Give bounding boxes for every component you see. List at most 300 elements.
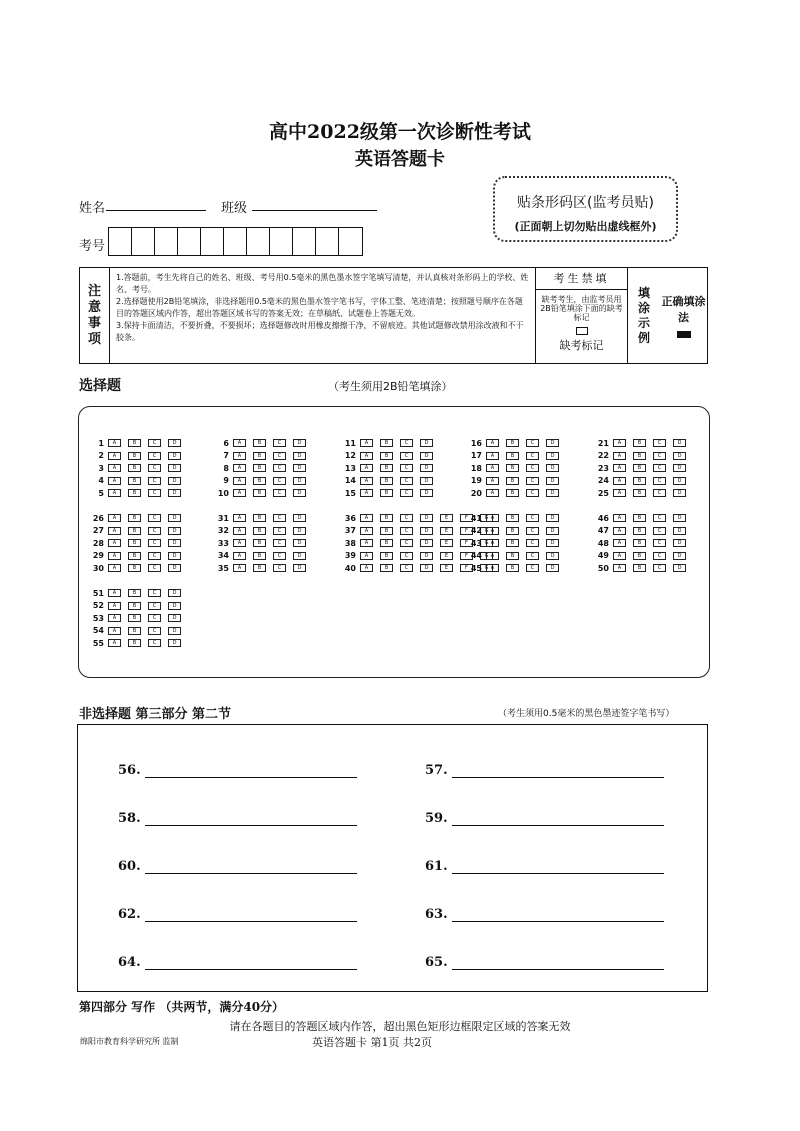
option-b[interactable]: B — [380, 489, 393, 497]
option-a[interactable]: A — [613, 489, 626, 497]
option-c[interactable]: C — [526, 514, 539, 522]
option-c[interactable]: C — [526, 552, 539, 560]
question-number: 28 — [92, 538, 104, 548]
question-32 — [211, 525, 313, 537]
question-number: 27 — [92, 526, 104, 536]
option-c[interactable]: C — [653, 539, 666, 547]
question-44 — [464, 550, 566, 562]
question-number: 55 — [92, 638, 104, 648]
option-b[interactable]: B — [380, 564, 393, 572]
question-1 — [86, 437, 188, 449]
option-a[interactable]: A — [360, 514, 373, 522]
question-number: 44 — [470, 551, 482, 561]
option-b[interactable]: B — [128, 452, 141, 460]
option-a[interactable]: A — [360, 552, 373, 560]
option-f[interactable]: F — [460, 514, 473, 522]
option-b[interactable]: B — [506, 539, 519, 547]
option-c[interactable]: C — [148, 614, 161, 622]
question-54 — [86, 625, 188, 637]
question-number: 8 — [223, 463, 229, 473]
option-a[interactable]: A — [360, 527, 373, 535]
option-c[interactable]: C — [653, 527, 666, 535]
option-b[interactable]: B — [380, 452, 393, 460]
option-g[interactable]: G — [480, 539, 493, 547]
option-g[interactable]: G — [480, 514, 493, 522]
option-a[interactable]: A — [108, 539, 121, 547]
option-d[interactable]: D — [673, 477, 686, 485]
option-e[interactable]: E — [440, 552, 453, 560]
option-b[interactable]: B — [633, 552, 646, 560]
question-53 — [86, 612, 188, 624]
option-a[interactable]: A — [486, 514, 499, 522]
option-c[interactable]: C — [526, 477, 539, 485]
option-d[interactable]: D — [168, 527, 181, 535]
option-b[interactable]: B — [506, 514, 519, 522]
option-d[interactable]: D — [168, 552, 181, 560]
option-b[interactable]: B — [380, 539, 393, 547]
option-d[interactable]: D — [673, 514, 686, 522]
barcode-area — [493, 176, 678, 242]
option-c[interactable]: C — [273, 452, 286, 460]
option-b[interactable]: B — [128, 602, 141, 610]
option-b[interactable]: B — [128, 564, 141, 572]
answer-61[interactable]: 61. — [425, 859, 664, 874]
option-a[interactable]: A — [613, 552, 626, 560]
question-9 — [211, 475, 313, 487]
option-b[interactable]: B — [253, 452, 266, 460]
question-number: 31 — [217, 513, 229, 523]
option-c[interactable]: C — [148, 477, 161, 485]
option-b[interactable]: B — [633, 527, 646, 535]
option-d[interactable]: D — [420, 527, 433, 535]
option-f[interactable]: F — [460, 527, 473, 535]
option-c[interactable]: C — [400, 489, 413, 497]
option-c[interactable]: C — [148, 552, 161, 560]
option-a[interactable]: A — [108, 552, 121, 560]
option-b[interactable]: B — [380, 514, 393, 522]
option-b[interactable]: B — [506, 477, 519, 485]
option-d[interactable]: D — [546, 552, 559, 560]
option-a[interactable]: A — [486, 477, 499, 485]
option-d[interactable]: D — [420, 452, 433, 460]
option-b[interactable]: B — [633, 477, 646, 485]
mc-note: （考生须用2B铅笔填涂） — [328, 380, 453, 393]
question-number: 7 — [223, 451, 229, 461]
option-a[interactable]: A — [613, 514, 626, 522]
option-d[interactable]: D — [420, 552, 433, 560]
barcode-hint: (正面朝上切勿贴出虚线框外) — [514, 220, 657, 233]
option-a[interactable]: A — [233, 564, 246, 572]
mc-title: 选择题 — [79, 378, 121, 394]
exam-no-label: 考号 — [79, 239, 106, 254]
absent-text: 缺考考生，由监考员用2B铅笔填涂下面的缺考标记 — [540, 295, 623, 322]
question-number: 12 — [344, 451, 356, 461]
option-d[interactable]: D — [168, 477, 181, 485]
option-c[interactable]: C — [148, 464, 161, 472]
option-d[interactable]: D — [168, 539, 181, 547]
option-a[interactable]: A — [486, 439, 499, 447]
option-d[interactable]: D — [546, 527, 559, 535]
option-b[interactable]: B — [633, 464, 646, 472]
option-b[interactable]: B — [253, 514, 266, 522]
option-d[interactable]: D — [420, 464, 433, 472]
option-e[interactable]: E — [440, 539, 453, 547]
option-a[interactable]: A — [613, 477, 626, 485]
option-b[interactable]: B — [253, 552, 266, 560]
option-d[interactable]: D — [420, 439, 433, 447]
option-a[interactable]: A — [108, 452, 121, 460]
option-b[interactable]: B — [506, 552, 519, 560]
question-number: 35 — [217, 563, 229, 573]
option-c[interactable]: C — [400, 564, 413, 572]
option-b[interactable]: B — [380, 439, 393, 447]
option-c[interactable]: C — [273, 564, 286, 572]
option-a[interactable]: A — [108, 489, 121, 497]
option-b[interactable]: B — [128, 539, 141, 547]
option-c[interactable]: C — [148, 439, 161, 447]
option-c[interactable]: C — [273, 527, 286, 535]
question-number: 25 — [597, 488, 609, 498]
option-d[interactable]: D — [546, 477, 559, 485]
option-c[interactable]: C — [526, 527, 539, 535]
option-c[interactable]: C — [400, 539, 413, 547]
option-a[interactable]: A — [108, 639, 121, 647]
question-10 — [211, 487, 313, 499]
option-c[interactable]: C — [400, 552, 413, 560]
option-c[interactable]: C — [653, 439, 666, 447]
question-number: 26 — [92, 513, 104, 523]
answer-65[interactable]: 65. — [425, 955, 664, 970]
option-d[interactable]: D — [546, 439, 559, 447]
option-c[interactable]: C — [148, 639, 161, 647]
option-b[interactable]: B — [253, 527, 266, 535]
option-b[interactable]: B — [253, 564, 266, 572]
page-number: 英语答题卡 第1页 共2页 — [312, 1036, 432, 1049]
option-a[interactable]: A — [233, 439, 246, 447]
option-a[interactable]: A — [613, 452, 626, 460]
option-b[interactable]: B — [128, 627, 141, 635]
option-f[interactable]: F — [460, 564, 473, 572]
option-a[interactable]: A — [360, 464, 373, 472]
option-a[interactable]: A — [613, 527, 626, 535]
option-b[interactable]: B — [128, 527, 141, 535]
option-g[interactable]: G — [480, 564, 493, 572]
option-d[interactable]: D — [168, 614, 181, 622]
option-d[interactable]: D — [168, 464, 181, 472]
option-e[interactable]: E — [440, 514, 453, 522]
option-b[interactable]: B — [506, 564, 519, 572]
option-d[interactable]: D — [673, 539, 686, 547]
option-c[interactable]: C — [400, 527, 413, 535]
option-c[interactable]: C — [148, 589, 161, 597]
option-b[interactable]: B — [128, 639, 141, 647]
option-b[interactable]: B — [128, 589, 141, 597]
option-c[interactable]: C — [273, 439, 286, 447]
option-d[interactable]: D — [293, 564, 306, 572]
question-48 — [591, 537, 693, 549]
exam-no-grid[interactable] — [108, 227, 363, 256]
option-d[interactable]: D — [168, 564, 181, 572]
option-c[interactable]: C — [273, 477, 286, 485]
option-d[interactable]: D — [673, 552, 686, 560]
option-d[interactable]: D — [293, 452, 306, 460]
question-14 — [338, 475, 440, 487]
option-b[interactable]: B — [506, 489, 519, 497]
question-number: 47 — [597, 526, 609, 536]
option-a[interactable]: A — [108, 602, 121, 610]
option-d[interactable]: D — [546, 452, 559, 460]
option-d[interactable]: D — [168, 452, 181, 460]
option-b[interactable]: B — [253, 439, 266, 447]
option-c[interactable]: C — [400, 514, 413, 522]
question-number: 51 — [92, 588, 104, 598]
answer-64[interactable]: 64. — [118, 955, 357, 970]
option-b[interactable]: B — [633, 539, 646, 547]
question-number: 11 — [344, 438, 356, 448]
option-b[interactable]: B — [253, 477, 266, 485]
option-b[interactable]: B — [633, 439, 646, 447]
option-a[interactable]: A — [360, 477, 373, 485]
question-number: 13 — [344, 463, 356, 473]
option-c[interactable]: C — [148, 602, 161, 610]
option-b[interactable]: B — [506, 464, 519, 472]
option-b[interactable]: B — [633, 489, 646, 497]
question-41 — [464, 512, 566, 524]
option-d[interactable]: D — [673, 489, 686, 497]
option-b[interactable]: B — [253, 464, 266, 472]
option-b[interactable]: B — [380, 464, 393, 472]
option-b[interactable]: B — [633, 514, 646, 522]
option-b[interactable]: B — [128, 489, 141, 497]
question-number: 1 — [98, 438, 104, 448]
option-b[interactable]: B — [506, 527, 519, 535]
option-b[interactable]: B — [380, 477, 393, 485]
option-a[interactable]: A — [233, 489, 246, 497]
option-d[interactable]: D — [673, 564, 686, 572]
option-d[interactable]: D — [420, 564, 433, 572]
question-52 — [86, 600, 188, 612]
question-8 — [211, 462, 313, 474]
option-a[interactable]: A — [486, 564, 499, 572]
option-d[interactable]: D — [420, 539, 433, 547]
option-b[interactable]: B — [128, 614, 141, 622]
option-a[interactable]: A — [108, 614, 121, 622]
option-d[interactable]: D — [168, 602, 181, 610]
option-d[interactable]: D — [293, 539, 306, 547]
question-4 — [86, 475, 188, 487]
option-d[interactable]: D — [546, 489, 559, 497]
option-c[interactable]: C — [148, 489, 161, 497]
option-c[interactable]: C — [526, 564, 539, 572]
option-c[interactable]: C — [653, 564, 666, 572]
question-11 — [338, 437, 440, 449]
option-c[interactable]: C — [400, 452, 413, 460]
option-d[interactable]: D — [168, 639, 181, 647]
option-a[interactable]: A — [108, 627, 121, 635]
option-d[interactable]: D — [673, 452, 686, 460]
option-a[interactable]: A — [360, 489, 373, 497]
option-d[interactable]: D — [293, 527, 306, 535]
absent-mark-box[interactable] — [576, 327, 588, 335]
option-a[interactable]: A — [613, 539, 626, 547]
class-field[interactable] — [252, 210, 377, 211]
option-d[interactable]: D — [546, 464, 559, 472]
option-d[interactable]: D — [293, 514, 306, 522]
option-a[interactable]: A — [233, 552, 246, 560]
question-number: 24 — [597, 476, 609, 486]
option-a[interactable]: A — [233, 464, 246, 472]
option-b[interactable]: B — [380, 527, 393, 535]
option-c[interactable]: C — [273, 489, 286, 497]
option-d[interactable]: D — [673, 527, 686, 535]
option-c[interactable]: C — [653, 452, 666, 460]
option-d[interactable]: D — [168, 489, 181, 497]
question-number: 49 — [597, 551, 609, 561]
option-e[interactable]: E — [440, 527, 453, 535]
option-b[interactable]: B — [128, 552, 141, 560]
option-a[interactable]: A — [486, 452, 499, 460]
option-c[interactable]: C — [400, 477, 413, 485]
absent-header: 考生禁填 — [536, 268, 627, 290]
option-a[interactable]: A — [108, 477, 121, 485]
option-d[interactable]: D — [546, 514, 559, 522]
option-c[interactable]: C — [653, 514, 666, 522]
question-31 — [211, 512, 313, 524]
option-d[interactable]: D — [293, 464, 306, 472]
option-c[interactable]: C — [148, 527, 161, 535]
option-d[interactable]: D — [293, 477, 306, 485]
option-a[interactable]: A — [233, 452, 246, 460]
option-a[interactable]: A — [486, 527, 499, 535]
option-a[interactable]: A — [486, 489, 499, 497]
option-g[interactable]: G — [480, 552, 493, 560]
option-b[interactable]: B — [633, 564, 646, 572]
option-d[interactable]: D — [546, 564, 559, 572]
option-b[interactable]: B — [506, 439, 519, 447]
answer-60[interactable]: 60. — [118, 859, 357, 874]
answer-56[interactable]: 56. — [118, 763, 357, 778]
question-number: 52 — [92, 601, 104, 611]
option-f[interactable]: F — [460, 552, 473, 560]
option-b[interactable]: B — [253, 489, 266, 497]
option-c[interactable]: C — [273, 464, 286, 472]
answer-58[interactable]: 58. — [118, 811, 357, 826]
option-c[interactable]: C — [526, 452, 539, 460]
option-a[interactable]: A — [233, 527, 246, 535]
option-c[interactable]: C — [653, 552, 666, 560]
answer-57[interactable]: 57. — [425, 763, 664, 778]
option-c[interactable]: C — [148, 539, 161, 547]
question-35 — [211, 562, 313, 574]
option-a[interactable]: A — [360, 452, 373, 460]
option-d[interactable]: D — [546, 539, 559, 547]
name-field[interactable] — [106, 210, 206, 211]
question-50 — [591, 562, 693, 574]
option-a[interactable]: A — [486, 464, 499, 472]
option-b[interactable]: B — [380, 552, 393, 560]
option-c[interactable]: C — [273, 514, 286, 522]
option-a[interactable]: A — [613, 564, 626, 572]
option-a[interactable]: A — [613, 464, 626, 472]
option-d[interactable]: D — [168, 627, 181, 635]
option-a[interactable]: A — [108, 514, 121, 522]
option-d[interactable]: D — [168, 589, 181, 597]
option-c[interactable]: C — [148, 514, 161, 522]
option-c[interactable]: C — [273, 552, 286, 560]
option-e[interactable]: E — [440, 564, 453, 572]
option-d[interactable]: D — [420, 489, 433, 497]
option-a[interactable]: A — [233, 477, 246, 485]
option-f[interactable]: F — [460, 539, 473, 547]
option-a[interactable]: A — [108, 527, 121, 535]
option-a[interactable]: A — [108, 439, 121, 447]
option-d[interactable]: D — [420, 477, 433, 485]
option-a[interactable]: A — [486, 539, 499, 547]
option-a[interactable]: A — [108, 564, 121, 572]
option-a[interactable]: A — [360, 564, 373, 572]
option-d[interactable]: D — [168, 439, 181, 447]
answer-59[interactable]: 59. — [425, 811, 664, 826]
option-a[interactable]: A — [360, 539, 373, 547]
option-d[interactable]: D — [673, 464, 686, 472]
option-d[interactable]: D — [293, 489, 306, 497]
option-c[interactable]: C — [400, 439, 413, 447]
option-a[interactable]: A — [360, 439, 373, 447]
option-c[interactable]: C — [526, 464, 539, 472]
question-number: 5 — [98, 488, 104, 498]
option-c[interactable]: C — [653, 464, 666, 472]
option-c[interactable]: C — [400, 464, 413, 472]
option-c[interactable]: C — [273, 539, 286, 547]
option-b[interactable]: B — [128, 514, 141, 522]
option-a[interactable]: A — [613, 439, 626, 447]
option-a[interactable]: A — [486, 552, 499, 560]
option-b[interactable]: B — [253, 539, 266, 547]
option-c[interactable]: C — [653, 489, 666, 497]
option-a[interactable]: A — [233, 514, 246, 522]
class-label: 班级 — [221, 201, 248, 216]
option-d[interactable]: D — [293, 439, 306, 447]
option-c[interactable]: C — [526, 539, 539, 547]
answer-63[interactable]: 63. — [425, 907, 664, 922]
answer-62[interactable]: 62. — [118, 907, 357, 922]
question-number: 4 — [98, 476, 104, 486]
option-b[interactable]: B — [633, 452, 646, 460]
option-g[interactable]: G — [480, 527, 493, 535]
option-b[interactable]: B — [128, 439, 141, 447]
option-c[interactable]: C — [526, 439, 539, 447]
option-d[interactable]: D — [673, 439, 686, 447]
option-c[interactable]: C — [526, 489, 539, 497]
option-c[interactable]: C — [148, 627, 161, 635]
option-c[interactable]: C — [148, 452, 161, 460]
option-a[interactable]: A — [108, 589, 121, 597]
question-number: 37 — [344, 526, 356, 536]
question-number: 30 — [92, 563, 104, 573]
option-c[interactable]: C — [148, 564, 161, 572]
question-number: 22 — [597, 451, 609, 461]
option-b[interactable]: B — [128, 477, 141, 485]
option-d[interactable]: D — [420, 514, 433, 522]
option-b[interactable]: B — [128, 464, 141, 472]
option-b[interactable]: B — [506, 452, 519, 460]
option-d[interactable]: D — [168, 514, 181, 522]
option-a[interactable]: A — [108, 464, 121, 472]
option-c[interactable]: C — [653, 477, 666, 485]
option-d[interactable]: D — [293, 552, 306, 560]
question-number: 16 — [470, 438, 482, 448]
option-a[interactable]: A — [233, 539, 246, 547]
